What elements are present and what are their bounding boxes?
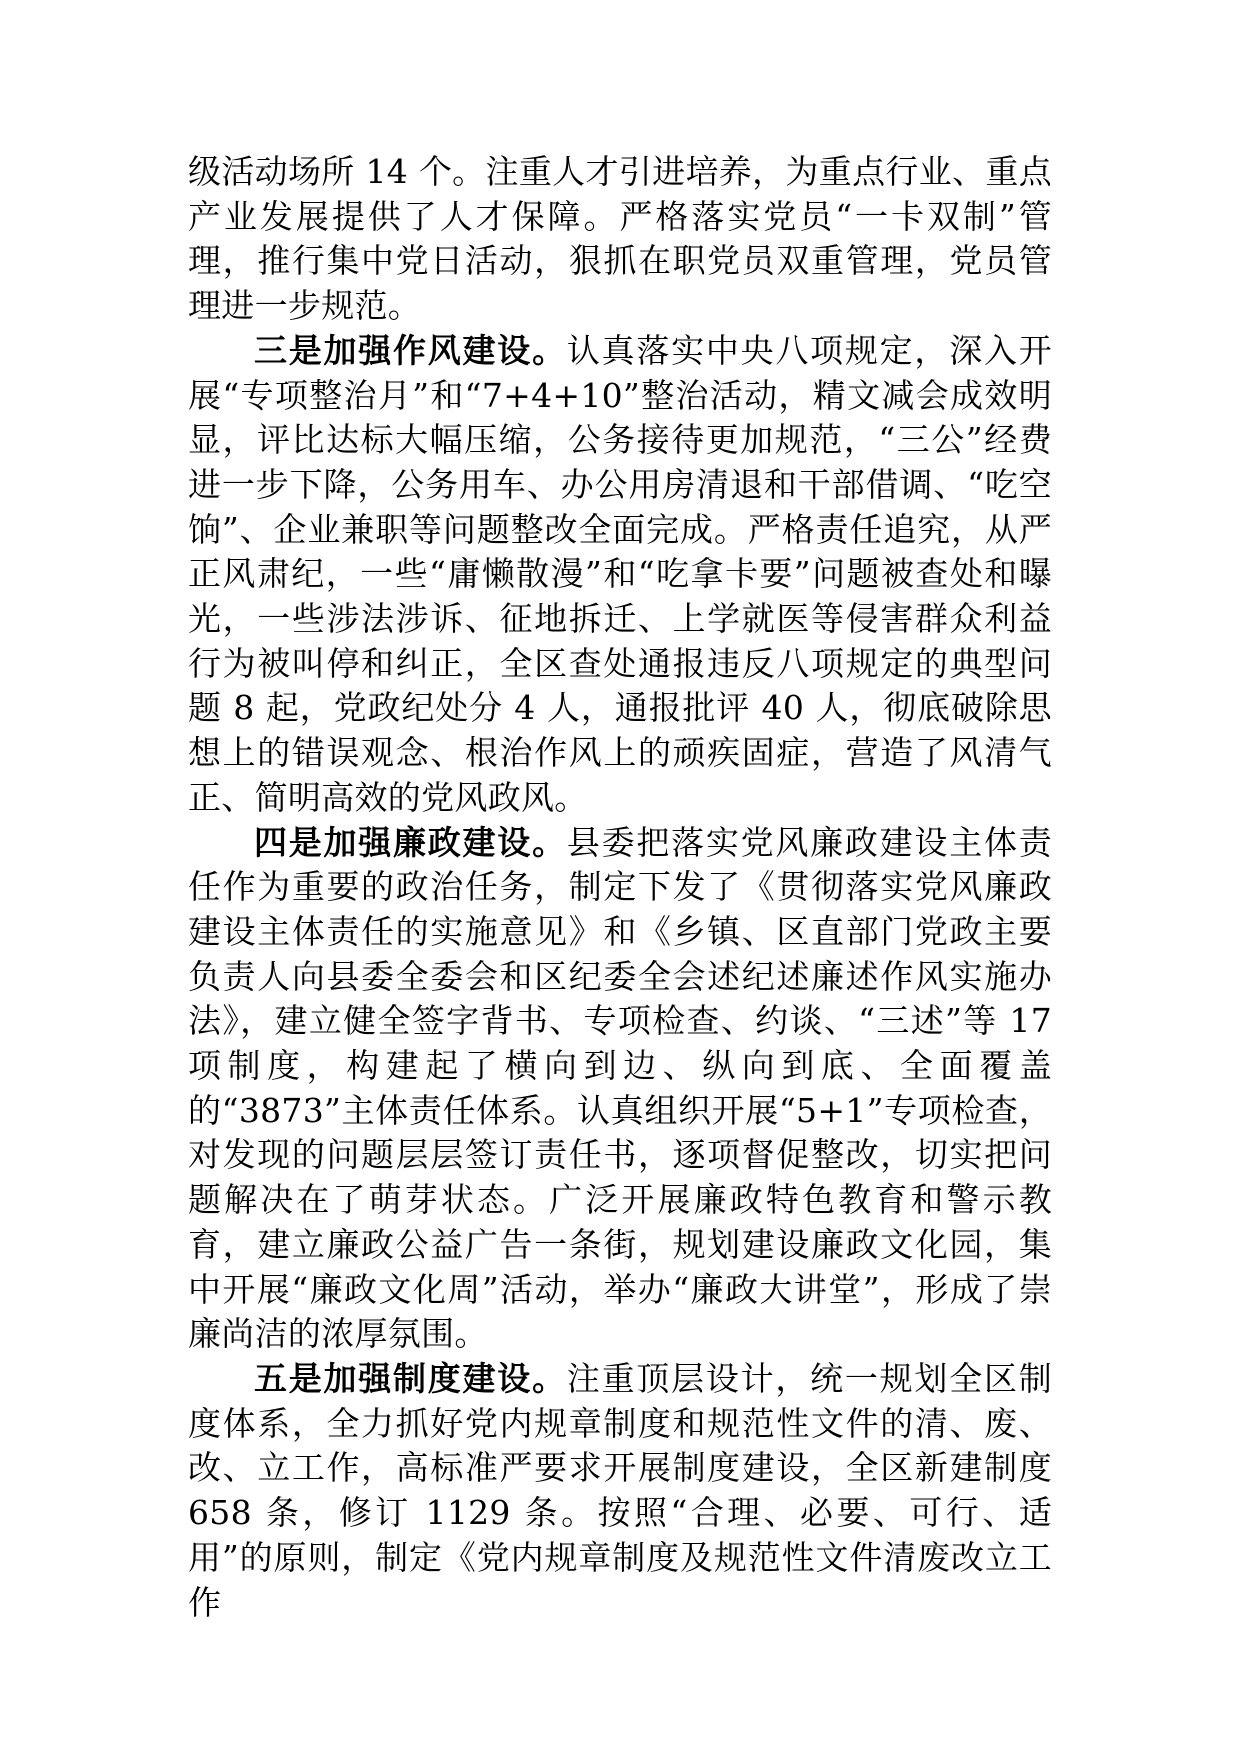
paragraph-system-building bbox=[188, 1357, 1052, 1625]
paragraph-integrity-building bbox=[188, 821, 1052, 1357]
paragraph-body: 注重顶层设计，统一规划全区制度体系，全力抓好党内规章制度和规范性文件的清、废、改、立工作，高标准严要求开展制度建设，全区新建制度 658 条，修订 1129 条。按照“合理、必要、可行、适用”的原则，制定《党内规章制度及规范性文件清废改立工作 bbox=[188, 1358, 1053, 1622]
paragraph-body: 认真落实中央八项规定，深入开展“专项整治月”和“7+4+10”整治活动，精文减会成效明显，评比达标大幅压缩，公务接待更加规范，“三公”经费进一步下降，公务用车、办公用房清退和干部借调、“吃空饷”、企业兼职等问题整改全面完成。严格责任追究，从严正风肃纪，一些“庸懒散漫”和“吃拿卡要”问题被查处和曝光，一些涉法涉诉、征地拆迁、上学就医等侵害群众利益行为被叫停和纠正，全区查处通报违反八项规定的典型问题 8 起，党政纪处分 4 人，通报批评 40 人，彻底破除思想上的错误观念、根治作风上的顽疾固症，营造了风清气正、简明高效的党风政风。 bbox=[188, 330, 1053, 817]
paragraph-body: 县委把落实党风廉政建设主体责任作为重要的政治任务，制定下发了《贯彻落实党风廉政建设主体责任的实施意见》和《乡镇、区直部门党政主要负责人向县委全委会和区纪委全会述纪述廉述作风实施办法》，建立健全签字背书、专项检查、约谈、“三述”等 17 项制度，构建起了横向到边、纵向到底、全面覆盖的“3873”主体责任体系。认真组织开展“5+1”专项检查，对发现的问题层层签订责任书，逐项督促整改，切实把问题解决在了萌芽状态。广泛开展廉政特色教育和警示教育，建立廉政公益广告一条街，规划建设廉政文化园，集中开展“廉政文化周”活动，举办“廉政大讲堂”，形成了崇廉尚洁的浓厚氛围。 bbox=[188, 822, 1053, 1354]
paragraph-heading: 五是加强制度建设。 bbox=[254, 1358, 567, 1398]
paragraph-continued: 级活动场所 14 个。注重人才引进培养，为重点行业、重点产业发展提供了人才保障。严格落实党员“一卡双制”管理，推行集中党日活动，狠抓在职党员双重管理，党员管理进一步规范。 bbox=[188, 152, 1052, 326]
paragraph-heading: 四是加强廉政建设。 bbox=[254, 822, 567, 862]
paragraph-conduct-building bbox=[188, 329, 1052, 821]
paragraph-heading: 三是加强作风建设。 bbox=[254, 330, 567, 370]
document-page bbox=[188, 150, 1052, 1625]
